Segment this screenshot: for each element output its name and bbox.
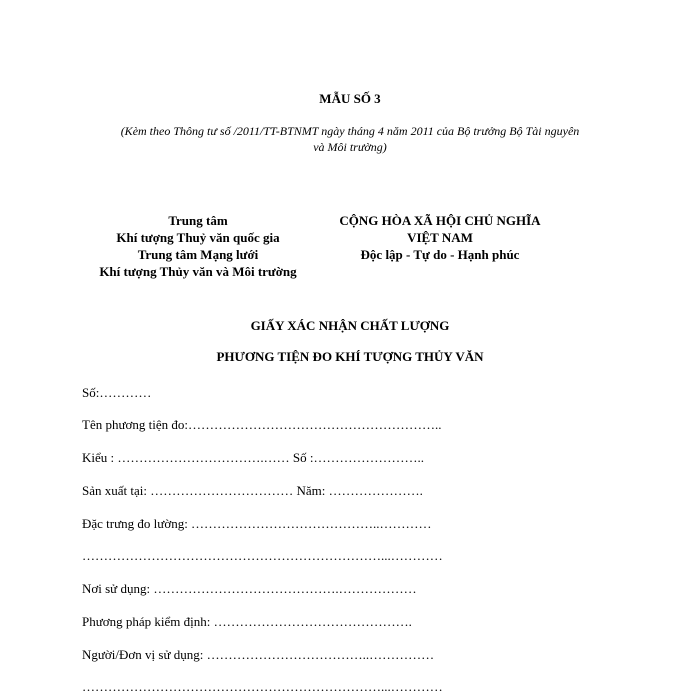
agency-line-4: Khí tượng Thủy văn và Môi trường — [99, 264, 297, 279]
legal-note-line-2: và Môi trường) — [313, 140, 387, 154]
form-number: MẪU SỐ 3 — [319, 91, 381, 106]
agency-line-3: Trung tâm Mạng lưới — [137, 247, 259, 262]
republic-line-2: VIỆT NAM — [407, 230, 473, 245]
agency-line-1: Trung tâm — [168, 213, 228, 228]
field-characteristics: Đặc trưng đo lường: ……………………………………..………… — [82, 516, 432, 531]
field-method: Phương pháp kiểm định: ………………………………………. — [82, 614, 412, 629]
field-place-of-use: Nơi sử dụng: …………………………………….……………… — [82, 581, 417, 596]
field-manufacturer-year: Sản xuất tại: …………………………… Năm: …………………. — [82, 483, 423, 498]
document-title-line-1: GIẤY XÁC NHẬN CHẤT LƯỢNG — [250, 318, 450, 333]
republic-motto: Độc lập - Tự do - Hạnh phúc — [360, 247, 520, 262]
republic-header — [310, 212, 570, 263]
agency-header — [58, 212, 338, 280]
agency-line-2: Khí tượng Thuỷ văn quốc gia — [116, 230, 280, 245]
field-user: Người/Đơn vị sử dụng: ………………………………..…………… — [82, 647, 435, 662]
field-model-serial: Kiểu : …………………………….…… Số :…………………….. — [82, 450, 424, 465]
document-title-line-2: PHƯƠNG TIỆN ĐO KHÍ TƯỢNG THỦY VĂN — [216, 349, 484, 364]
field-number: Số:………… — [82, 385, 152, 400]
field-continuation-line-1: ……………………………………………………………...………… — [82, 548, 443, 563]
field-device-name: Tên phương tiện đo:………………………………………………….. — [82, 417, 442, 432]
field-continuation-line-2: ……………………………………………………………...………… — [82, 679, 443, 694]
legal-note-line-1: (Kèm theo Thông tư số /2011/TT-BTNMT ngày tháng 4 năm 2011 của Bộ trưởng Bộ Tài nguyên — [120, 124, 580, 138]
republic-line-1: CỘNG HÒA XÃ HỘI CHỦ NGHĨA — [339, 213, 541, 228]
